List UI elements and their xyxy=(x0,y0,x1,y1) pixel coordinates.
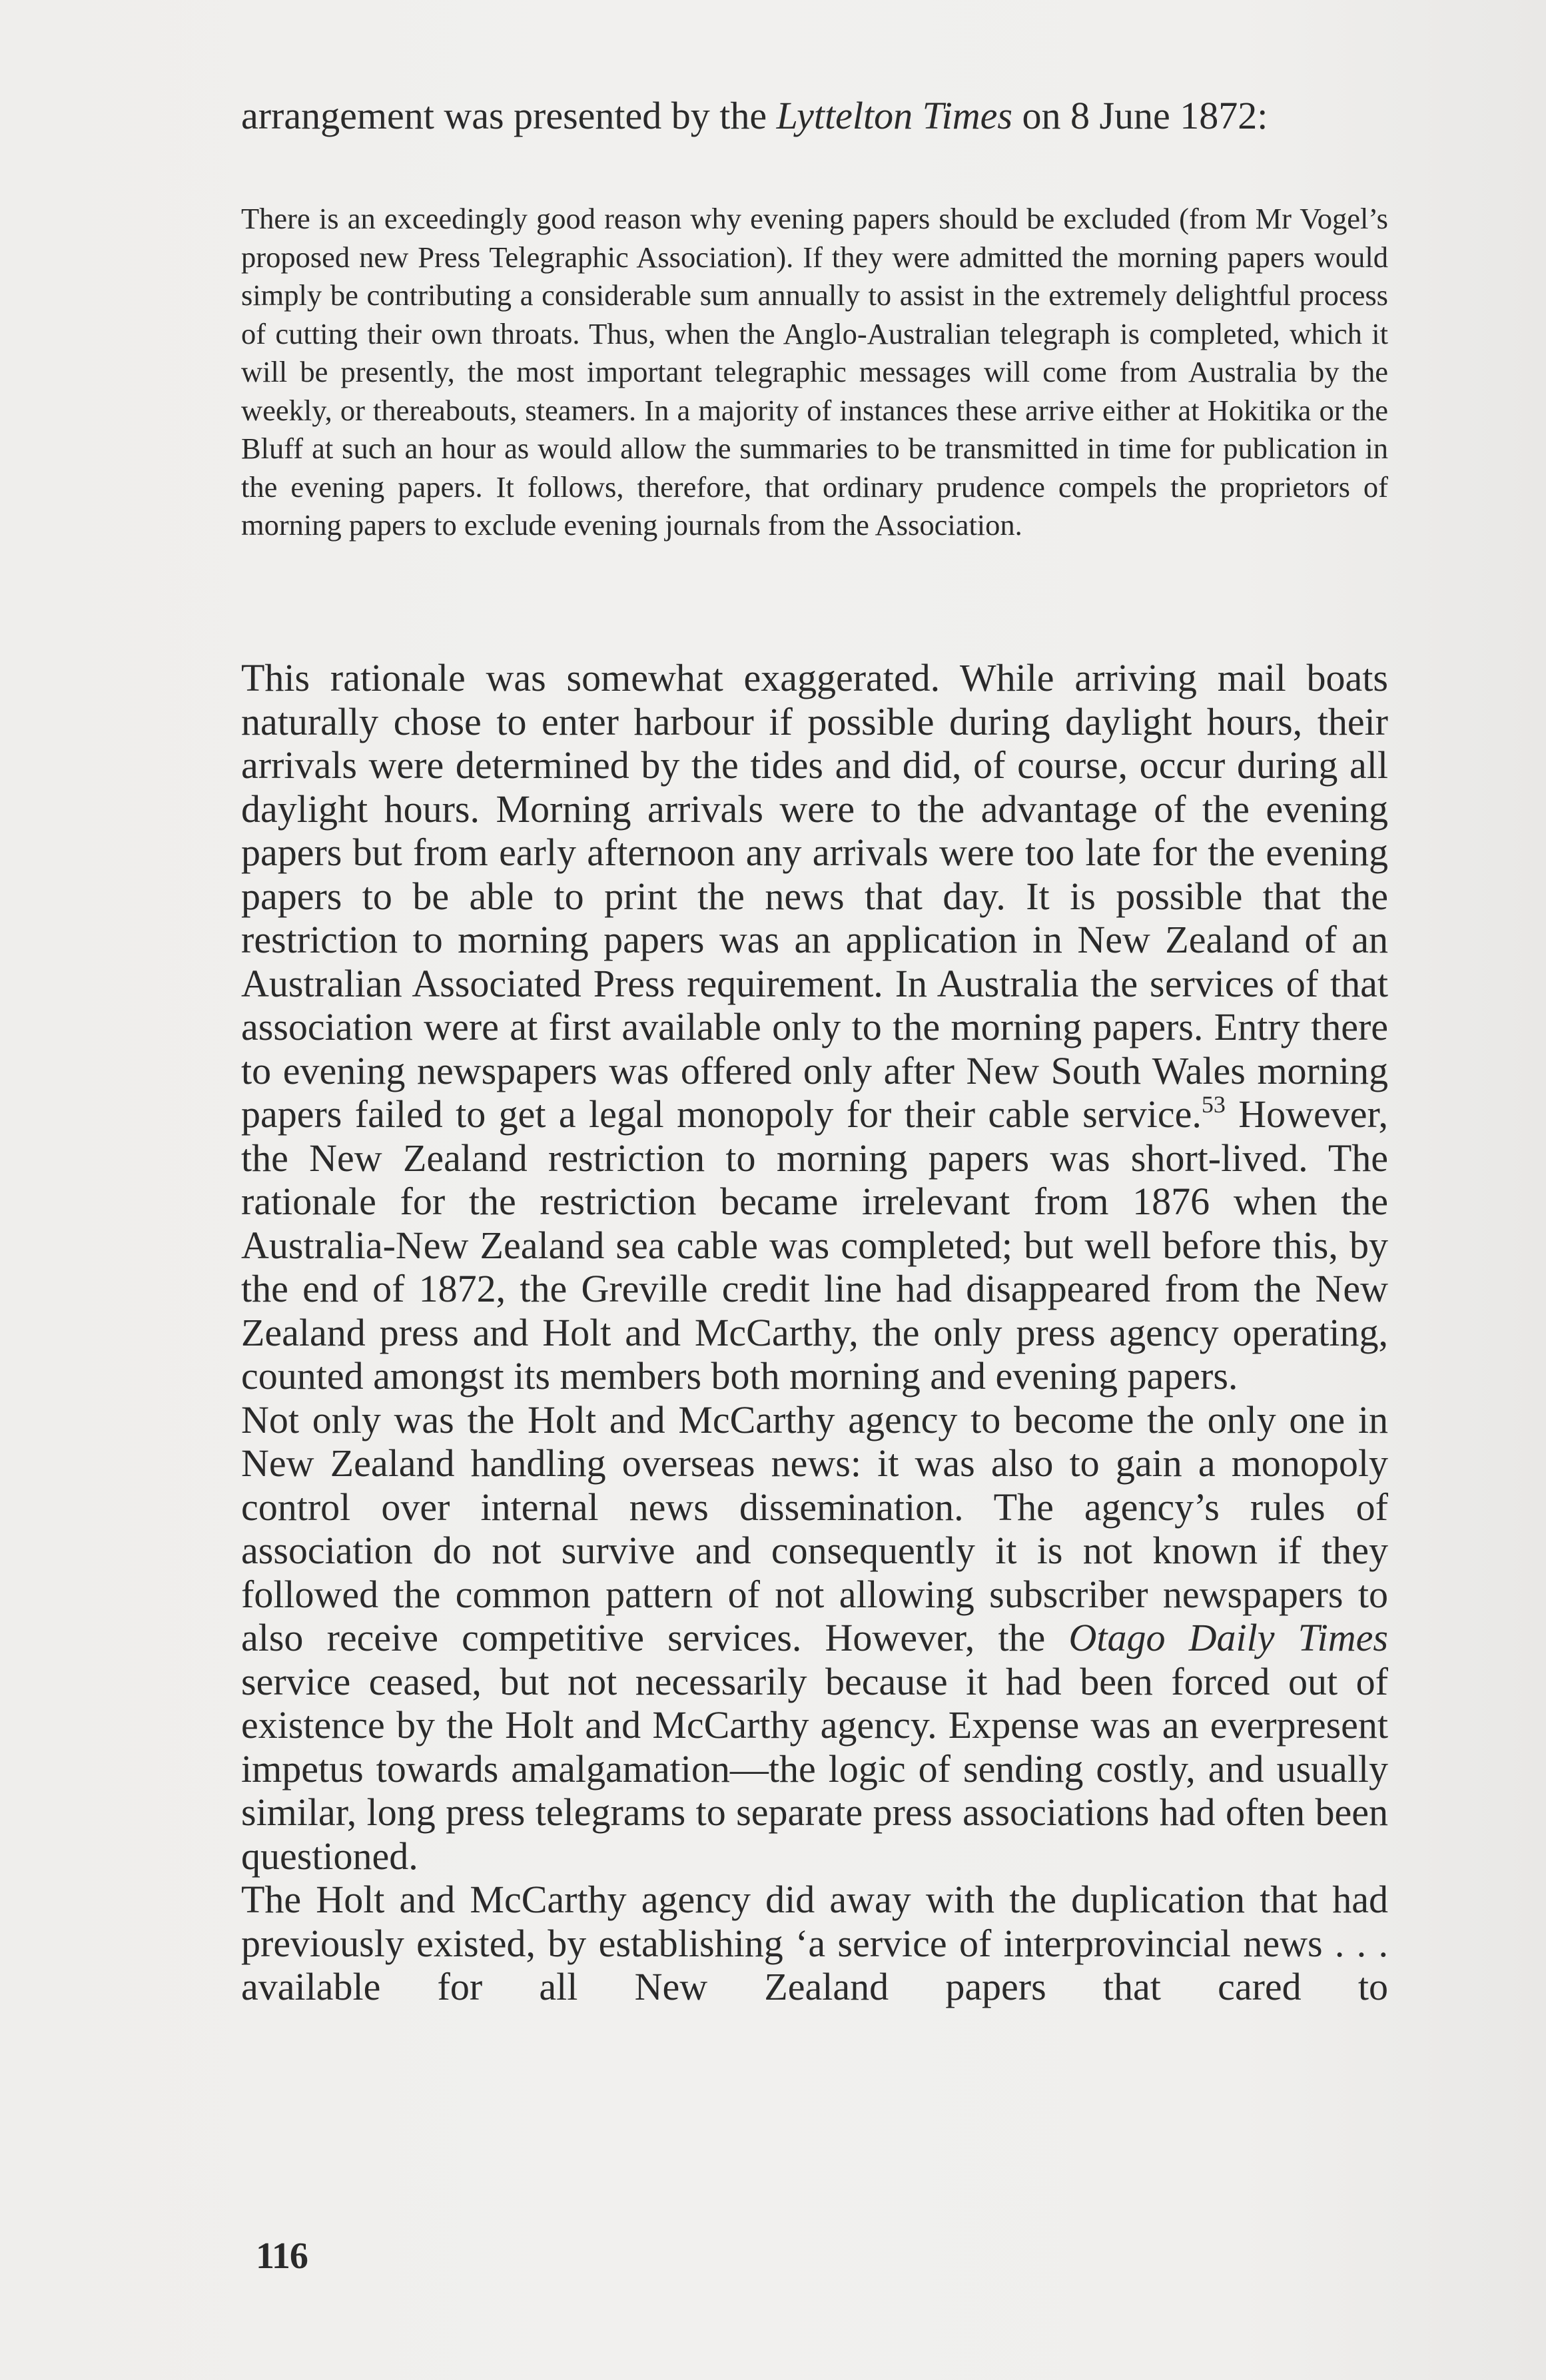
footnote-marker: 53 xyxy=(1201,1091,1226,1118)
paragraph-monopoly-text: Not only was the Holt and McCarthy agency to become the only one in New Zealand handling overseas news: it was also to gain a monopoly control over internal news dissemination. The agency’s rules of association do not survive and consequently it is not known if they followed the common pattern of not allowing subscriber newspapers to also receive competitive services. However, the xyxy=(241,1397,1388,1659)
paragraph-rationale xyxy=(241,656,1388,1398)
block-quote: There is an exceedingly good reason why evening papers should be excluded (from Mr Vogel’s proposed new Press Telegraphic Association). If they were admitted the morning papers would simply be contributing a considerable sum annually to assist in the extremely delightful process of cutting their own throats. Thus, when the Anglo-Australian telegraph is completed, which it will be presently, the most important telegraphic messages will come from Australia by the weekly, or thereabouts, steamers. In a majority of instances these arrive either at Hokitika or the Bluff at such an hour as would allow the summaries to be transmitted in time for publication in the evening papers. It follows, therefore, that ordinary prudence compels the proprietors of morning papers to exclude evening journals from the Association. xyxy=(241,202,1388,542)
page-number: 116 xyxy=(256,2235,308,2277)
paragraph-monopoly xyxy=(241,1398,1388,1878)
intro-before: arrangement was presented by the xyxy=(241,94,777,137)
paragraph-rationale-continued: However, the New Zealand restriction to morning papers was short-lived. The rationale for the restriction became irrelevant from 1876 when the Australia-New Zealand sea cable was completed; but well before this, by the end of 1872, the Greville credit line had disappeared from the New Zealand press and Holt and McCarthy, the only press agency operating, counted amongst its members both morning and evening papers. xyxy=(241,1092,1388,1397)
paragraph-interprovincial: The Holt and McCarthy agency did away with the duplication that had previously existed, by establishing ‘a service of interprovincial news . . . available for all New Zealand papers that cared to xyxy=(241,1878,1388,2008)
newspaper-title-otago-daily-times: Otago Daily Times xyxy=(1068,1616,1388,1659)
paragraph-rationale-text: This rationale was somewhat exaggerated. While arriving mail boats naturally chose to enter harbour if possible during daylight hours, their arrivals were determined by the tides and did, of course, occur during all daylight hours. Morning arrivals were to the advantage of the evening papers but from early afternoon any arrivals were too late for the evening papers to be able to print the news that day. It is possible that the restriction to morning papers was an application in New Zealand of an Australian Associated Press requirement. In Australia the services of that association were at first available only to the morning papers. Entry there to evening newspapers was offered only after New South Wales morning papers failed to get a legal monopoly for their cable service. xyxy=(241,656,1388,1136)
body-text xyxy=(241,656,1388,2009)
intro-line xyxy=(241,92,1388,140)
newspaper-title-lyttelton-times: Lyttelton Times xyxy=(776,94,1012,137)
paragraph-monopoly-continued: service ceased, but not necessarily because it had been forced out of existence by the Holt and McCarthy agency. Expense was an everpresent impetus towards amalgamation—the logic of sending costly, and usually similar, long press telegrams to separate press associations had often been questioned. xyxy=(241,1659,1388,1878)
intro-after: on 8 June 1872: xyxy=(1012,94,1268,137)
